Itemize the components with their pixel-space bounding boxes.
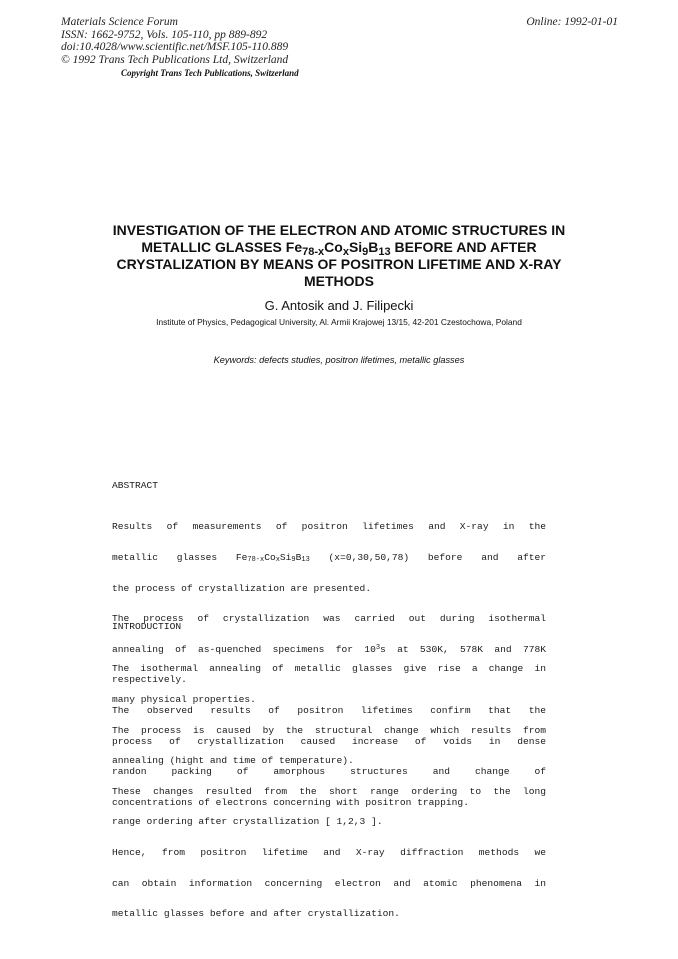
abstract-line: respectively. [112,674,187,686]
authors: G. Antosik and J. Filipecki [264,298,414,313]
intro-line: metallic glasses before and after crystallization. [112,908,400,920]
title-line-2: METALLIC GLASSES $Fe_{78-x}Co_xSi_9B_{13}$ BEFORE AND AFTER [141,239,537,258]
abstract-heading: ABSTRACT [112,480,159,491]
copyright-notice: Copyright Trans Tech Publications, Switzerland [121,68,299,78]
publication-info [61,16,288,66]
abstract-line: Results of measurements of positron lifetimes and X-ray in the [112,521,546,533]
paper-title [100,222,578,290]
abstract-line: process of crystallization caused increase of voids in dense [112,735,546,747]
title-line-3: CRYSTALIZATION BY MEANS OF POSITRON LIFETIME AND X-RAY [116,256,562,272]
introduction-body [112,644,546,930]
abstract-line: annealing of as-quenched specimens for $10^3s$ at 530K, 578K and 778K [112,643,546,655]
intro-line: Hence, from positron lifetime and X-ray diffraction methods we [112,847,546,859]
intro-line: annealing (hight and time of temperature). [112,755,354,767]
journal-name: Materials Science Forum [61,16,178,28]
abstract-line: the process of crystallization are presented. [112,582,372,594]
intro-line: These changes resulted from the short range ordering to the long [112,785,546,797]
title-line-4: METHODS [304,273,374,289]
abstract-line: randon packing of amorphous structures and change of [112,766,546,778]
issn-line: ISSN: 1662-9752, Vols. 105-110, pp 889-892 [61,28,268,41]
title-formula: $Fe_{78-x}Co_xSi_9B_{13}$ [285,239,391,258]
abstract-line: metallic glasses $Fe_{78-x}Co_xSi_9B_{13}$ (x=0,30,50,78) before and after [112,552,546,565]
intro-line: The process is caused by the structural change which results from [112,724,546,736]
online-date: Online: 1992-01-01 [526,16,618,28]
abstract-line: The observed results of positron lifetimes confirm that the [112,705,546,717]
introduction-heading: INTRODUCTION [112,621,182,632]
intro-line: many physical properties. [112,694,256,706]
intro-line: The isothermal annealing of metallic glasses give rise a change in [112,663,546,675]
title-line-1: INVESTIGATION OF THE ELECTRON AND ATOMIC STRUCTURES IN [112,222,566,238]
keywords: Keywords: defects studies, positron lifetimes, metallic glasses [213,355,465,365]
intro-line: range ordering after crystallization [ 1,2,3 ]. [112,816,383,828]
abstract-line: The process of crystallization was carried out during isothermal [112,613,546,625]
rights-line: © 1992 Trans Tech Publications Ltd, Switzerland [61,53,289,66]
intro-line: can obtain information concerning electron and atomic phenomena in [112,877,546,889]
abstract-line: concentrations of electrons concerning with positron trapping. [112,796,469,808]
affiliation: Institute of Physics, Pedagogical University, Al. Armii Krajowej 13/15, 42-201 Czestochowa, Poland [156,317,522,327]
doi-line: doi:10.4028/www.scientific.net/MSF.105-110.889 [61,41,289,53]
